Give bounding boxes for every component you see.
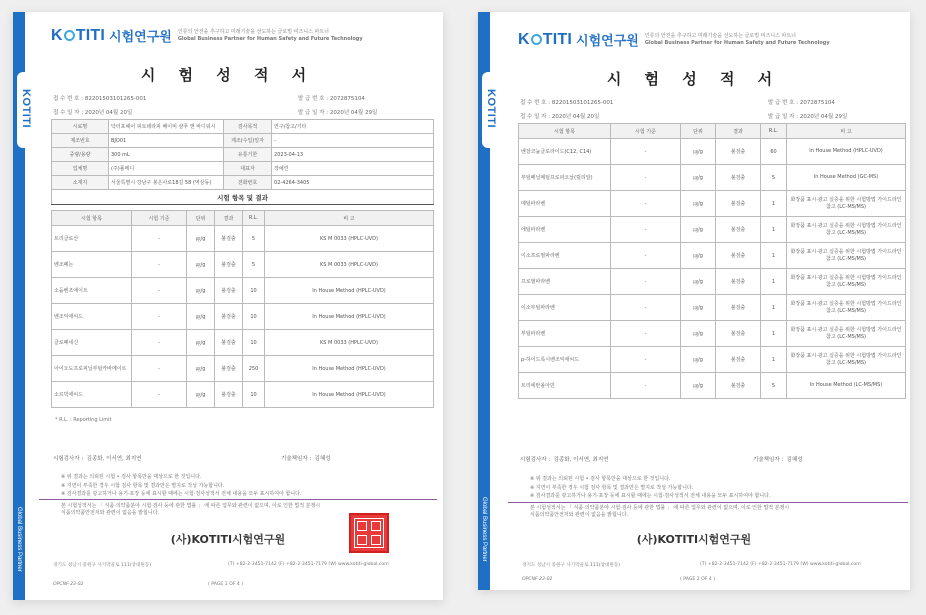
disclaimer-line-1: 본 시험성적서는 「 식품·의약품분야 시험·검사 등에 관한 법률 」 에 따른 업무와 관련이 없으며, 이로 인한 법적 분쟁시 bbox=[61, 503, 321, 509]
issue-number-value: 2072875104 bbox=[329, 96, 365, 102]
result-row bbox=[519, 139, 906, 165]
result-row bbox=[519, 191, 906, 217]
technical-manager bbox=[753, 455, 803, 463]
result-value: 불검출 bbox=[716, 321, 761, 347]
sample-value: 닥터포헤어 피토테라피 베이비 샴푸 앤 바디워시 bbox=[109, 120, 224, 134]
result-rl: 250 bbox=[243, 356, 265, 382]
result-row bbox=[519, 295, 906, 321]
testers bbox=[53, 454, 141, 462]
sample-info-row bbox=[52, 148, 434, 162]
tagline-kr: 인류의 안전을 추구하고 미래기술을 선도하는 글로벌 비즈니스 파트너 bbox=[177, 28, 330, 35]
result-std: - bbox=[132, 278, 187, 304]
result-unit: ㎍/g bbox=[187, 226, 215, 252]
issue-date-value: 2020년 04월 29일 bbox=[329, 110, 378, 116]
sample-label: 시료명 bbox=[52, 120, 109, 134]
technical-manager-value: 김혜성 bbox=[786, 457, 803, 463]
sample-label: 대표자 bbox=[224, 162, 272, 176]
result-rl: 5 bbox=[761, 165, 787, 191]
result-rl: 5 bbox=[761, 373, 787, 399]
col-header: 시험 기준 bbox=[611, 124, 681, 139]
result-item: 소듐벤조에이트 bbox=[52, 278, 132, 304]
result-std: - bbox=[611, 217, 681, 243]
issue-date-label: 발 급 일 자 : bbox=[768, 114, 799, 120]
rl-footnote: * R.L. : Reporting Limit bbox=[55, 417, 112, 423]
side-bottom-label: Global Business Partner bbox=[16, 507, 22, 572]
result-row bbox=[519, 347, 906, 373]
sample-label: 검사목적 bbox=[224, 120, 272, 134]
result-note: 화장품 표시·광고 실증을 위한 시험방법 가이드라인 참고 (LC-MS/MS) bbox=[787, 295, 906, 321]
result-row bbox=[52, 304, 434, 330]
logo-ring-icon bbox=[531, 34, 542, 45]
results-header-row bbox=[519, 124, 906, 139]
kotiti-logo: K TITI bbox=[51, 26, 106, 44]
result-note: KS M 0033 (HPLC-UVD) bbox=[265, 330, 434, 356]
result-std: - bbox=[611, 269, 681, 295]
result-unit: ㎍/g bbox=[681, 295, 716, 321]
receipt-number-label: 접 수 번 호 : bbox=[520, 100, 551, 106]
result-item: 아이오도프로피닐부틸카바메이트 bbox=[52, 356, 132, 382]
result-unit: ㎍/g bbox=[187, 252, 215, 278]
sample-label: 제조번호 bbox=[52, 134, 109, 148]
col-header: 시험 기준 bbox=[132, 211, 187, 226]
receipt-date bbox=[520, 112, 599, 120]
result-item: 벤조익애씨드 bbox=[52, 304, 132, 330]
notice-bullets bbox=[61, 473, 302, 499]
result-note: KS M 0033 (HPLC-UVD) bbox=[265, 226, 434, 252]
result-unit: ㎍/g bbox=[681, 243, 716, 269]
issue-date bbox=[298, 108, 377, 116]
side-tab-label: KOTITI bbox=[20, 89, 32, 129]
technical-manager-value: 김혜성 bbox=[314, 456, 331, 462]
result-rl: 1 bbox=[761, 191, 787, 217]
result-rl: 5 bbox=[243, 252, 265, 278]
result-note: In House Method (HPLC-UVD) bbox=[265, 382, 434, 408]
receipt-date-label: 접 수 일 자 : bbox=[520, 114, 551, 120]
result-std: - bbox=[611, 191, 681, 217]
result-item: p-하이드록시벤조익애씨드 bbox=[519, 347, 611, 373]
result-value: 불검출 bbox=[215, 330, 243, 356]
result-value: 불검출 bbox=[215, 356, 243, 382]
issue-date-label: 발 급 일 자 : bbox=[298, 110, 329, 116]
result-unit: ㎍/g bbox=[681, 347, 716, 373]
issue-number bbox=[298, 94, 365, 102]
results-table-p1 bbox=[51, 210, 434, 408]
result-item: 트리클로산 bbox=[52, 226, 132, 252]
result-rl: 60 bbox=[761, 139, 787, 165]
result-std: - bbox=[611, 347, 681, 373]
sample-value: 2023-04-13 bbox=[272, 148, 434, 162]
report-page-2 bbox=[478, 12, 910, 590]
result-std: - bbox=[611, 321, 681, 347]
result-rl: 1 bbox=[761, 217, 787, 243]
document-title: 시 험 성 적 서 bbox=[140, 66, 316, 84]
disclaimer-line-2: 식품의약품안전처와 관련이 없음을 밝힙니다. bbox=[61, 510, 160, 516]
result-unit: ㎍/g bbox=[681, 191, 716, 217]
result-item: 소르빅애씨드 bbox=[52, 382, 132, 408]
issue-number-label: 발 급 번 호 : bbox=[768, 100, 799, 106]
result-item: 벤잘코늄클로라이드(C12, C14) bbox=[519, 139, 611, 165]
disclaimer bbox=[61, 503, 320, 517]
tagline-en: Global Business Partner for Human Safety and Future Technology bbox=[177, 35, 363, 42]
result-std: - bbox=[611, 373, 681, 399]
result-row bbox=[52, 252, 434, 278]
result-value: 불검출 bbox=[215, 252, 243, 278]
result-rl: 10 bbox=[243, 382, 265, 408]
col-header: R.L. bbox=[243, 211, 265, 226]
logo-korean: 시험연구원 bbox=[576, 34, 639, 49]
result-note: 화장품 표시·광고 실증을 위한 시험방법 가이드라인 참고 (LC-MS/MS) bbox=[787, 191, 906, 217]
result-unit: ㎍/g bbox=[681, 165, 716, 191]
receipt-date-value: 2020년 04월 20일 bbox=[551, 114, 600, 120]
result-note: In House Method (HPLC-UVD) bbox=[265, 304, 434, 330]
sample-and-results-table bbox=[51, 119, 434, 205]
result-row bbox=[519, 373, 906, 399]
result-row bbox=[52, 278, 434, 304]
result-row bbox=[52, 330, 434, 356]
col-header: 단위 bbox=[187, 211, 215, 226]
technical-manager-label: 기술책임자 : bbox=[281, 456, 312, 462]
notice-bullet: ※ 검사결과를 광고하거나 용기·포장 등에 표시할 때에는 시험·검사성적서 전체 내용을 모두 표시하여야 합니다. bbox=[530, 493, 771, 499]
result-note: In House Method (LC-MS/MS) bbox=[787, 373, 906, 399]
testers-value: 김종화, 이서연, 최지연 bbox=[86, 456, 142, 462]
footer-contact: (T) +82-2-3451-7142 (F) +82-2-3451-7179 (W) www.kotiti-global.com bbox=[228, 562, 389, 567]
result-unit: ㎍/g bbox=[681, 321, 716, 347]
result-note: In House Method (HPLC-UVD) bbox=[265, 278, 434, 304]
sample-label: 제조(수입)일자 bbox=[224, 134, 272, 148]
official-seal-stamp bbox=[349, 513, 389, 553]
result-rl: 1 bbox=[761, 295, 787, 321]
result-item: 이소부틸파라벤 bbox=[519, 295, 611, 321]
result-row bbox=[52, 382, 434, 408]
col-header: 비 고 bbox=[787, 124, 906, 139]
issue-number bbox=[768, 98, 835, 106]
result-std: - bbox=[132, 356, 187, 382]
result-row bbox=[519, 243, 906, 269]
receipt-number-label: 접 수 번 호 : bbox=[53, 96, 84, 102]
result-std: - bbox=[611, 139, 681, 165]
result-item: 에틸파라벤 bbox=[519, 217, 611, 243]
technical-manager-label: 기술책임자 : bbox=[753, 457, 784, 463]
side-bottom-label: Global Business Partner bbox=[481, 497, 487, 562]
tagline bbox=[178, 29, 363, 43]
side-tab-label: KOTITI bbox=[485, 89, 497, 129]
result-note: 화장품 표시·광고 실증을 위한 시험방법 가이드라인 참고 (LC-MS/MS) bbox=[787, 243, 906, 269]
sample-value: 연구/참고/기타 bbox=[272, 120, 434, 134]
receipt-date-label: 접 수 일 자 : bbox=[53, 110, 84, 116]
result-value: 불검출 bbox=[716, 165, 761, 191]
result-unit: ㎍/g bbox=[187, 304, 215, 330]
result-note: In House Method (HPLC-UVD) bbox=[265, 356, 434, 382]
result-unit: ㎍/g bbox=[681, 217, 716, 243]
result-row bbox=[519, 269, 906, 295]
result-row bbox=[519, 217, 906, 243]
result-unit: ㎍/g bbox=[681, 373, 716, 399]
disclaimer-line-2: 식품의약품안전처와 관련이 없음을 밝힙니다. bbox=[530, 512, 629, 518]
result-unit: ㎍/g bbox=[681, 269, 716, 295]
result-item: 프로필파라벤 bbox=[519, 269, 611, 295]
tagline-kr: 인류의 안전을 추구하고 미래기술을 선도하는 글로벌 비즈니스 파트너 bbox=[644, 32, 797, 39]
result-std: - bbox=[132, 330, 187, 356]
result-std: - bbox=[611, 165, 681, 191]
form-code: OPCNF-23-02 bbox=[522, 577, 553, 582]
result-item: 이소프로필파라벤 bbox=[519, 243, 611, 269]
result-value: 불검출 bbox=[215, 226, 243, 252]
sample-value: - bbox=[272, 134, 434, 148]
tagline-en: Global Business Partner for Human Safety and Future Technology bbox=[644, 39, 830, 46]
result-std: - bbox=[132, 226, 187, 252]
result-note: 화장품 표시·광고 실증을 위한 시험방법 가이드라인 참고 (LC-MS/MS) bbox=[787, 321, 906, 347]
page-number: ( PAGE 1 OF 4 ) bbox=[208, 582, 243, 587]
sample-label: 중량/용량 bbox=[52, 148, 109, 162]
col-header: 시험 항목 bbox=[519, 124, 611, 139]
report-page-1 bbox=[13, 12, 443, 600]
issue-date bbox=[768, 112, 847, 120]
result-item: 트리에탄올아민 bbox=[519, 373, 611, 399]
sample-label: 업체명 bbox=[52, 162, 109, 176]
logo-korean: 시험연구원 bbox=[109, 30, 172, 45]
col-header: 비 고 bbox=[265, 211, 434, 226]
sample-label: 소재지 bbox=[52, 176, 109, 190]
sample-value: 300 mL bbox=[109, 148, 224, 162]
result-unit: ㎍/g bbox=[681, 139, 716, 165]
result-note: In House Method (GC-MS) bbox=[787, 165, 906, 191]
result-item: 클로페네신 bbox=[52, 330, 132, 356]
col-header: 결과 bbox=[215, 211, 243, 226]
result-item: 메틸파라벤 bbox=[519, 191, 611, 217]
receipt-number-value: 82201503101265-001 bbox=[551, 100, 614, 106]
sample-label: 전화번호 bbox=[224, 176, 272, 190]
result-value: 불검출 bbox=[716, 139, 761, 165]
notice-bullet: ※ 위 결과는 의뢰된 시험 • 검사 항목만을 대상으로 한 것입니다. bbox=[530, 476, 671, 482]
page-number: ( PAGE 2 OF 4 ) bbox=[680, 577, 715, 582]
result-unit: ㎍/g bbox=[187, 356, 215, 382]
footer-address: 경기도 성남시 중원구 사기막골로 111(상대원동) bbox=[522, 563, 621, 568]
document-title: 시 험 성 적 서 bbox=[606, 70, 782, 88]
testers-value: 김종화, 이서연, 최지연 bbox=[553, 457, 609, 463]
testers-label: 시험검사자 : bbox=[53, 456, 84, 462]
receipt-date bbox=[53, 108, 132, 116]
result-std: - bbox=[132, 304, 187, 330]
result-value: 불검출 bbox=[716, 347, 761, 373]
testers-label: 시험검사자 : bbox=[520, 457, 551, 463]
kotiti-logo: K TITI bbox=[518, 30, 573, 48]
col-header: 시험 항목 bbox=[52, 211, 132, 226]
result-std: - bbox=[132, 382, 187, 408]
sample-info-row bbox=[52, 176, 434, 190]
sample-info-row bbox=[52, 120, 434, 134]
issue-date-value: 2020년 04월 29일 bbox=[799, 114, 848, 120]
result-note: In House Method (HPLC-UVD) bbox=[787, 139, 906, 165]
result-value: 불검출 bbox=[716, 295, 761, 321]
sample-label: 유통기한 bbox=[224, 148, 272, 162]
result-value: 불검출 bbox=[716, 373, 761, 399]
result-value: 불검출 bbox=[215, 304, 243, 330]
testers bbox=[520, 455, 608, 463]
result-rl: 1 bbox=[761, 321, 787, 347]
report-header bbox=[518, 30, 830, 49]
footer-contact: (T) +82-2-3451-7142 (F) +82-2-3451-7179 (W) www.kotiti-global.com bbox=[700, 562, 861, 567]
result-note: 화장품 표시·광고 실증을 위한 시험방법 가이드라인 참고 (LC-MS/MS) bbox=[787, 217, 906, 243]
receipt-number-value: 82201503101265-001 bbox=[84, 96, 147, 102]
result-rl: 10 bbox=[243, 304, 265, 330]
results-table-p2 bbox=[518, 123, 906, 399]
result-std: - bbox=[611, 243, 681, 269]
sample-value: 02-4264-3405 bbox=[272, 176, 434, 190]
result-rl: 5 bbox=[243, 226, 265, 252]
result-note: 화장품 표시·광고 실증을 위한 시험방법 가이드라인 참고 (LC-MS/MS) bbox=[787, 269, 906, 295]
result-std: - bbox=[132, 252, 187, 278]
notice-bullets bbox=[530, 475, 771, 501]
receipt-number bbox=[520, 98, 613, 106]
disclaimer-line-1: 본 시험성적서는 「 식품·의약품분야 시험·검사 등에 관한 법률 」 에 따른 업무와 관련이 없으며, 이로 인한 법적 분쟁시 bbox=[530, 505, 790, 511]
col-header: 결과 bbox=[716, 124, 761, 139]
result-note: 화장품 표시·광고 실증을 위한 시험방법 가이드라인 참고 (LC-MS/MS) bbox=[787, 347, 906, 373]
notice-bullet: ※ 지면이 부족한 경우 시험 검사 항목 및 결과만은 별지로 작성 가능합니다. bbox=[530, 484, 694, 491]
notice-bullet: ※ 검사결과를 광고하거나 용기·포장 등에 표시할 때에는 시험·검사성적서 전체 내용을 모두 표시하여야 합니다. bbox=[61, 491, 302, 497]
sample-value: (주)폴메디 bbox=[109, 162, 224, 176]
result-item: 부틸파라벤 bbox=[519, 321, 611, 347]
section-title-row bbox=[52, 190, 434, 205]
result-value: 불검출 bbox=[215, 382, 243, 408]
divider-line bbox=[39, 499, 437, 500]
organization-name: (사)KOTITI시험연구원 bbox=[170, 533, 286, 546]
result-rl: 10 bbox=[243, 278, 265, 304]
result-row bbox=[52, 356, 434, 382]
result-unit: ㎍/g bbox=[187, 382, 215, 408]
col-header: R.L. bbox=[761, 124, 787, 139]
sample-info-row bbox=[52, 134, 434, 148]
footer-address: 경기도 성남시 중원구 사기막골로 111(상대원동) bbox=[53, 563, 152, 568]
sample-value: BJO01 bbox=[109, 134, 224, 148]
result-rl: 1 bbox=[761, 243, 787, 269]
disclaimer bbox=[530, 505, 789, 519]
tagline bbox=[645, 33, 830, 47]
issue-number-label: 발 급 번 호 : bbox=[298, 96, 329, 102]
receipt-number bbox=[53, 94, 146, 102]
result-value: 불검출 bbox=[716, 243, 761, 269]
result-note: KS M 0033 (HPLC-UVD) bbox=[265, 252, 434, 278]
logo-ring-icon bbox=[64, 30, 75, 41]
result-item: 벤조페논 bbox=[52, 252, 132, 278]
col-header: 단위 bbox=[681, 124, 716, 139]
sample-value: 서울특별시 강남구 봉은사로18길 58 (역삼동) bbox=[109, 176, 224, 190]
issue-number-value: 2072875104 bbox=[799, 100, 835, 106]
notice-bullet: ※ 위 결과는 의뢰된 시험 • 검사 항목만을 대상으로 한 것입니다. bbox=[61, 474, 202, 480]
result-item: 부틸페닐메틸프로피오날(릴리알) bbox=[519, 165, 611, 191]
result-rl: 1 bbox=[761, 347, 787, 373]
result-value: 불검출 bbox=[716, 191, 761, 217]
result-rl: 10 bbox=[243, 330, 265, 356]
result-value: 불검출 bbox=[716, 269, 761, 295]
result-rl: 1 bbox=[761, 269, 787, 295]
result-unit: ㎍/g bbox=[187, 278, 215, 304]
form-code: OPCNF-23-02 bbox=[53, 582, 84, 587]
organization-name: (사)KOTITI시험연구원 bbox=[636, 533, 752, 546]
divider-line bbox=[508, 502, 908, 503]
result-row bbox=[52, 226, 434, 252]
sample-info-row bbox=[52, 162, 434, 176]
result-unit: ㎍/g bbox=[187, 330, 215, 356]
report-header bbox=[51, 26, 363, 45]
result-row bbox=[519, 321, 906, 347]
seal-pattern bbox=[354, 518, 384, 548]
receipt-date-value: 2020년 04월 20일 bbox=[84, 110, 133, 116]
results-section-title: 시험 항목 및 결과 bbox=[52, 190, 434, 205]
result-value: 불검출 bbox=[215, 278, 243, 304]
result-row bbox=[519, 165, 906, 191]
results-header-row bbox=[52, 211, 434, 226]
technical-manager bbox=[281, 454, 331, 462]
sample-value: 장예린 bbox=[272, 162, 434, 176]
result-std: - bbox=[611, 295, 681, 321]
notice-bullet: ※ 지면이 부족한 경우 시험 검사 항목 및 결과만은 별지로 작성 가능합니다. bbox=[61, 482, 225, 489]
result-value: 불검출 bbox=[716, 217, 761, 243]
